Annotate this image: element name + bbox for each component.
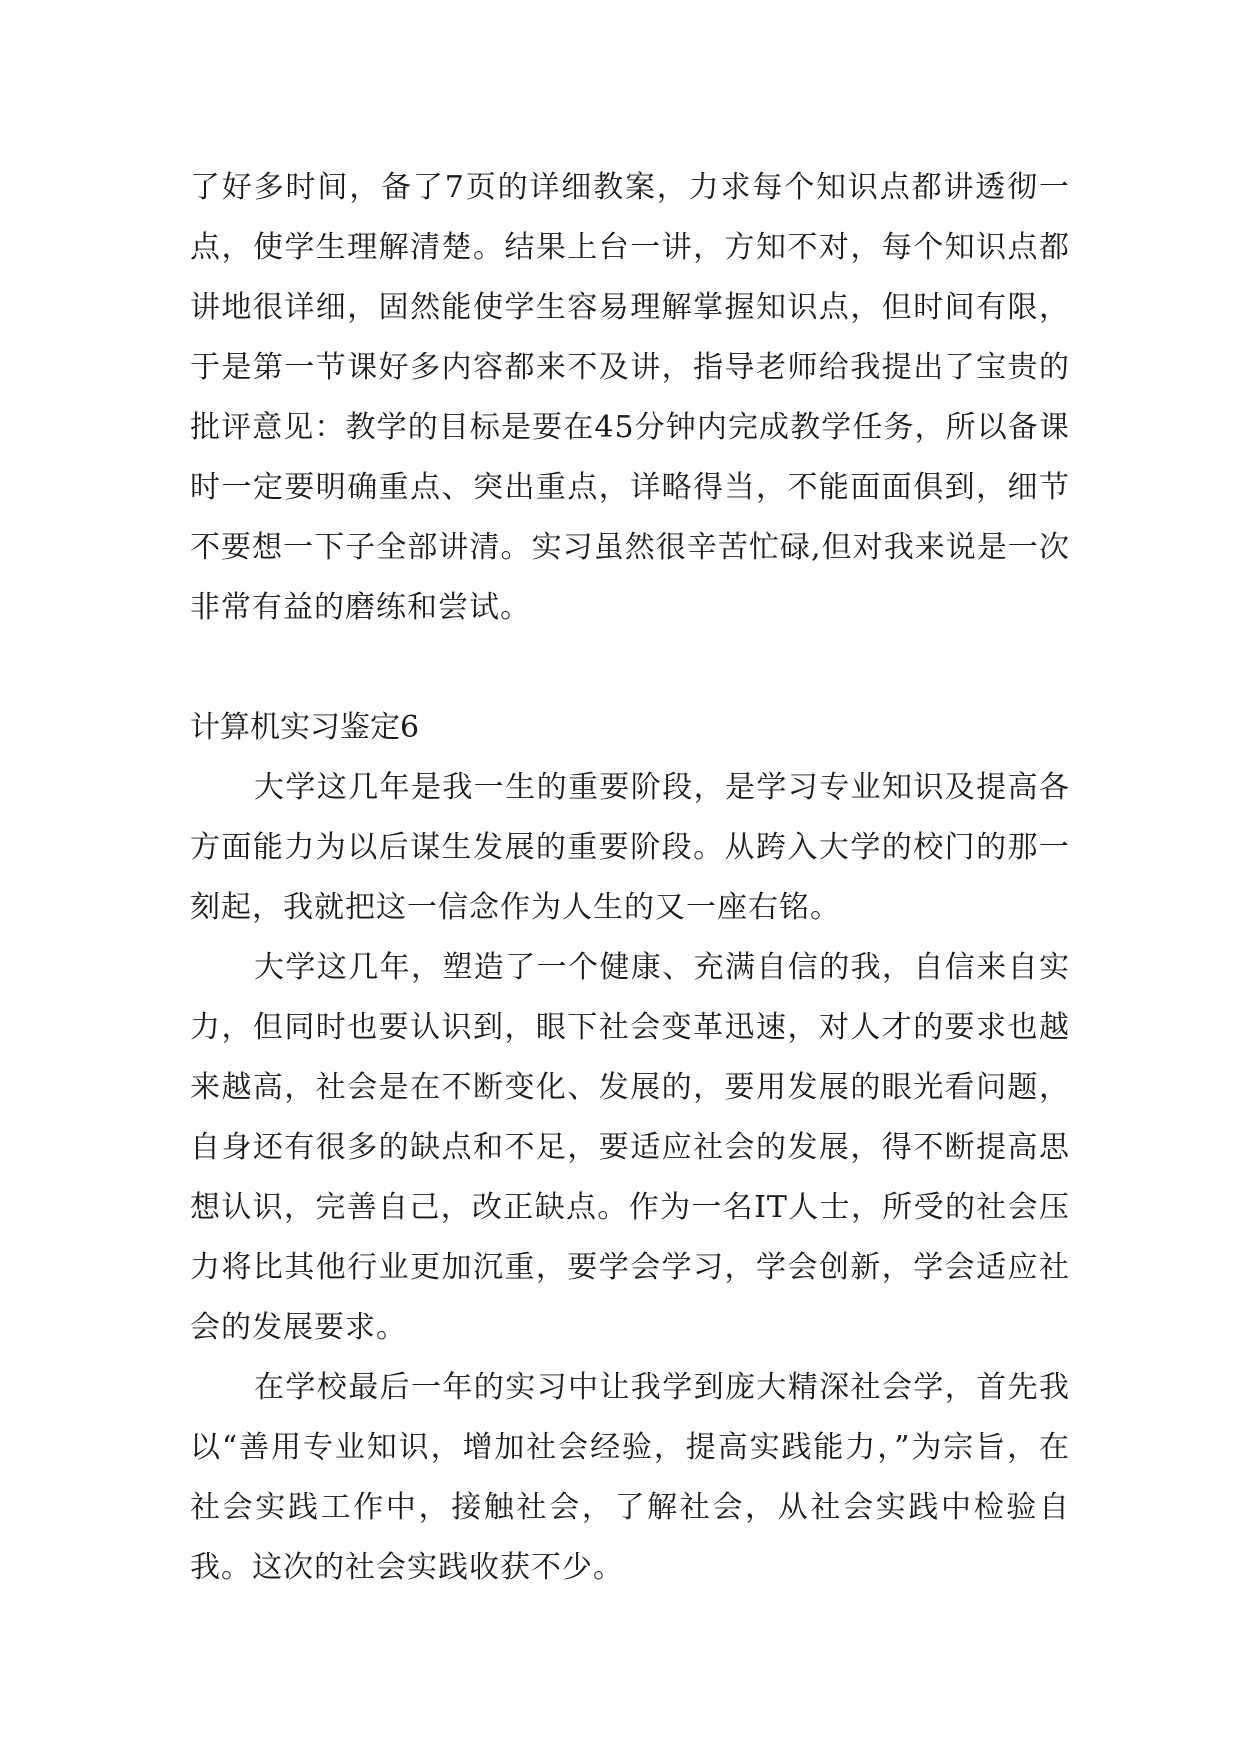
section-heading: 计算机实习鉴定6 <box>190 710 420 745</box>
body-paragraph-2: 大学这几年，塑造了一个健康、充满自信的我，自信来自实力，但同时也要认识到，眼下社会变革迅速，对人才的要求也越来越高，社会是在不断变化、发展的，要用发展的眼光看问题，自身还有很多的缺点和不足，要适应社会的发展，得不断提高思想认识，完善自己，改正缺点。作为一名IT人士，所受的社会压力将比其他行业更加沉重，要学会学习，学会创新，学会适应社会的发展要求。 <box>190 950 1070 1345</box>
continuation-paragraph: 了好多时间，备了7页的详细教案，力求每个知识点都讲透彻一点，使学生理解清楚。结果上台一讲，方知不对，每个知识点都讲地很详细，固然能使学生容易理解掌握知识点，但时间有限，于是第一节课好多内容都来不及讲，指导老师给我提出了宝贵的批评意见：教学的目标是要在45分钟内完成教学任务，所以备课时一定要明确重点、突出重点，详略得当，不能面面俱到，细节不要想一下子全部讲清。实习虽然很辛苦忙碌,但对我来说是一次非常有益的磨练和尝试。 <box>190 170 1070 625</box>
document-body <box>190 158 1070 1598</box>
body-paragraph-1: 大学这几年是我一生的重要阶段，是学习专业知识及提高各方面能力为以后谋生发展的重要阶段。从跨入大学的校门的那一刻起，我就把这一信念作为人生的又一座右铭。 <box>190 770 1070 925</box>
body-paragraph-3: 在学校最后一年的实习中让我学到庞大精深社会学，首先我以“善用专业知识，增加社会经验，提高实践能力，”为宗旨，在社会实践工作中，接触社会，了解社会，从社会实践中检验自我。这次的社会实践收获不少。 <box>190 1370 1070 1585</box>
